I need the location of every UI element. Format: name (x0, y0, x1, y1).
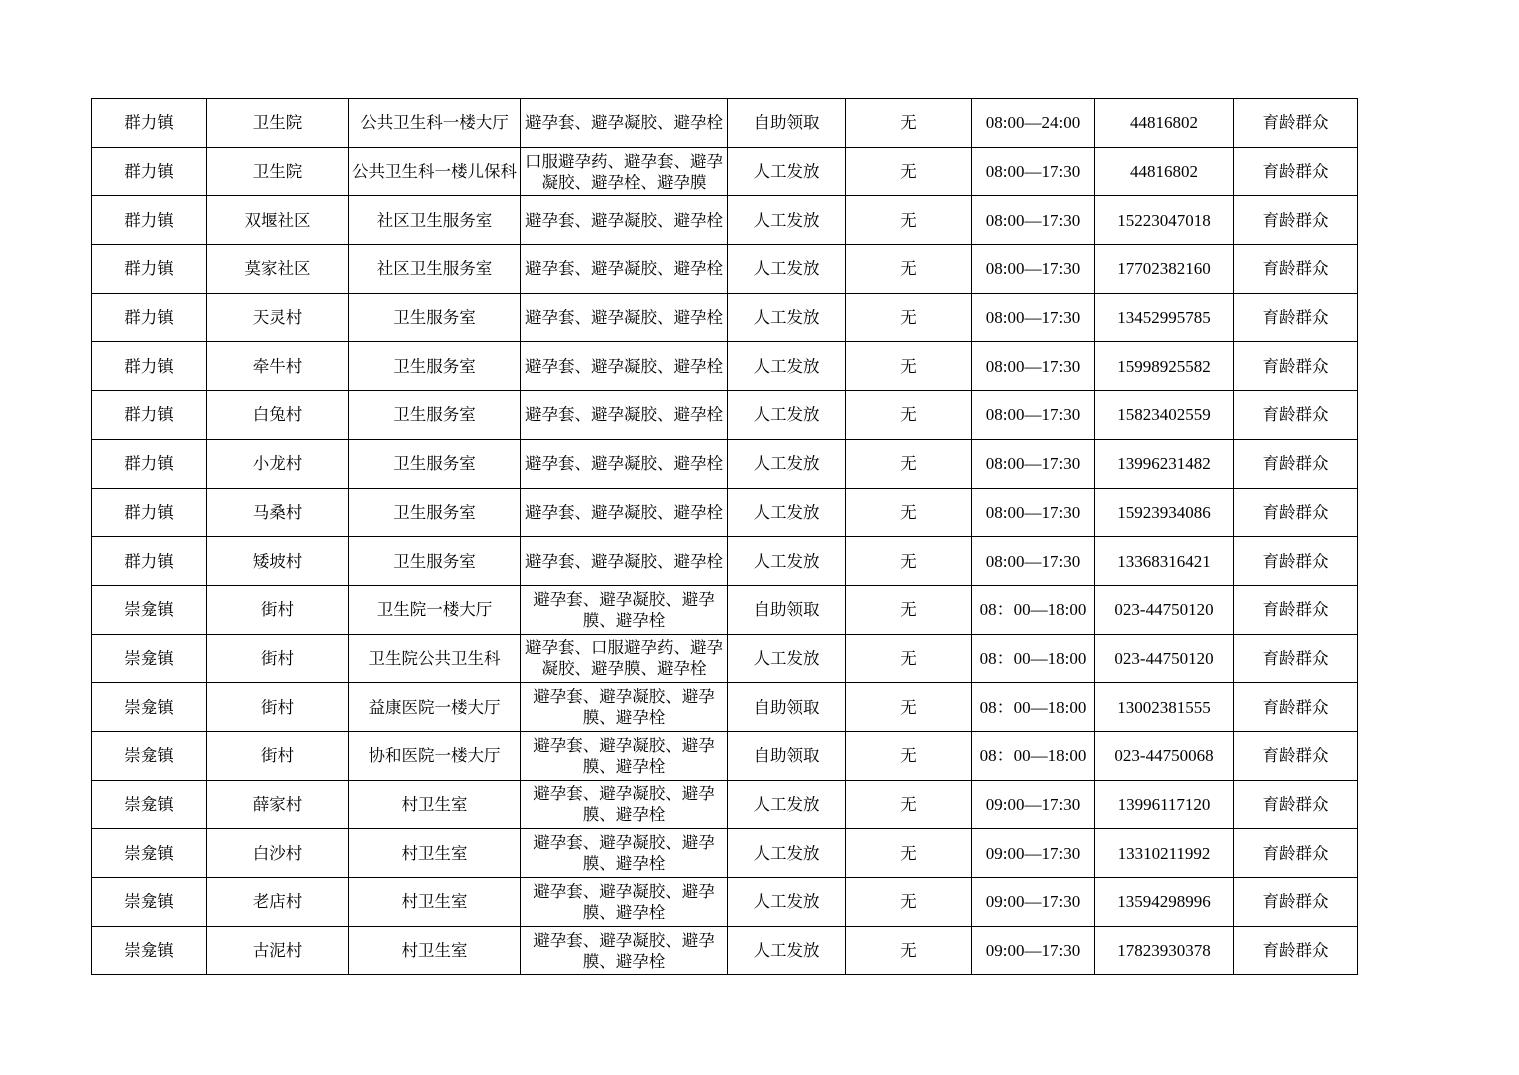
opening-hours-cell: 08:00—17:30 (972, 391, 1095, 440)
table-row (92, 780, 1358, 829)
contraceptive-items-cell: 避孕套、避孕凝胶、避孕膜、避孕栓 (521, 731, 728, 780)
phone-cell: 13368316421 (1095, 537, 1234, 586)
town-cell: 崇龛镇 (92, 683, 207, 732)
target-group-cell: 育龄群众 (1234, 634, 1358, 683)
location-cell: 村卫生室 (349, 878, 521, 927)
site-cell: 牵牛村 (207, 342, 349, 391)
phone-cell: 15998925582 (1095, 342, 1234, 391)
opening-hours-cell: 08:00—17:30 (972, 439, 1095, 488)
contraceptive-items-cell: 口服避孕药、避孕套、避孕凝胶、避孕栓、避孕膜 (521, 147, 728, 196)
location-cell: 卫生服务室 (349, 391, 521, 440)
town-cell: 崇龛镇 (92, 731, 207, 780)
location-cell: 卫生服务室 (349, 342, 521, 391)
target-group-cell: 育龄群众 (1234, 147, 1358, 196)
location-cell: 益康医院一楼大厅 (349, 683, 521, 732)
contraceptive-items-cell: 避孕套、避孕凝胶、避孕膜、避孕栓 (521, 878, 728, 927)
town-cell: 群力镇 (92, 537, 207, 586)
location-cell: 公共卫生科一楼大厅 (349, 99, 521, 148)
target-group-cell: 育龄群众 (1234, 926, 1358, 975)
town-cell: 崇龛镇 (92, 878, 207, 927)
phone-cell: 15823402559 (1095, 391, 1234, 440)
town-cell: 群力镇 (92, 196, 207, 245)
opening-hours-cell: 08:00—24:00 (972, 99, 1095, 148)
table-row (92, 196, 1358, 245)
fee-cell: 无 (846, 99, 972, 148)
fee-cell: 无 (846, 537, 972, 586)
town-cell: 崇龛镇 (92, 634, 207, 683)
target-group-cell: 育龄群众 (1234, 537, 1358, 586)
site-cell: 街村 (207, 585, 349, 634)
site-cell: 街村 (207, 731, 349, 780)
contraceptive-items-cell: 避孕套、避孕凝胶、避孕栓 (521, 537, 728, 586)
location-cell: 卫生院一楼大厅 (349, 585, 521, 634)
town-cell: 群力镇 (92, 488, 207, 537)
contraceptive-items-cell: 避孕套、避孕凝胶、避孕栓 (521, 245, 728, 294)
opening-hours-cell: 08：00—18:00 (972, 634, 1095, 683)
fee-cell: 无 (846, 926, 972, 975)
distribution-method-cell: 人工发放 (728, 342, 846, 391)
opening-hours-cell: 08：00—18:00 (972, 683, 1095, 732)
distribution-method-cell: 人工发放 (728, 829, 846, 878)
fee-cell: 无 (846, 780, 972, 829)
phone-cell: 13452995785 (1095, 293, 1234, 342)
table-row (92, 683, 1358, 732)
town-cell: 群力镇 (92, 293, 207, 342)
contraceptive-items-cell: 避孕套、避孕凝胶、避孕膜、避孕栓 (521, 926, 728, 975)
site-cell: 小龙村 (207, 439, 349, 488)
table-row (92, 99, 1358, 148)
table-row (92, 829, 1358, 878)
opening-hours-cell: 08:00—17:30 (972, 342, 1095, 391)
contraceptive-items-cell: 避孕套、避孕凝胶、避孕栓 (521, 342, 728, 391)
distribution-method-cell: 自助领取 (728, 585, 846, 634)
opening-hours-cell: 09:00—17:30 (972, 926, 1095, 975)
contraceptive-items-cell: 避孕套、避孕凝胶、避孕栓 (521, 488, 728, 537)
table-row (92, 245, 1358, 294)
fee-cell: 无 (846, 829, 972, 878)
table-row (92, 293, 1358, 342)
target-group-cell: 育龄群众 (1234, 585, 1358, 634)
contraceptive-items-cell: 避孕套、避孕凝胶、避孕膜、避孕栓 (521, 683, 728, 732)
opening-hours-cell: 08：00—18:00 (972, 731, 1095, 780)
location-cell: 村卫生室 (349, 780, 521, 829)
location-cell: 村卫生室 (349, 926, 521, 975)
fee-cell: 无 (846, 878, 972, 927)
table-row (92, 488, 1358, 537)
table-row (92, 439, 1358, 488)
opening-hours-cell: 08:00—17:30 (972, 147, 1095, 196)
contraceptive-items-cell: 避孕套、避孕凝胶、避孕栓 (521, 99, 728, 148)
opening-hours-cell: 09:00—17:30 (972, 780, 1095, 829)
distribution-method-cell: 人工发放 (728, 878, 846, 927)
contraceptive-items-cell: 避孕套、避孕凝胶、避孕栓 (521, 293, 728, 342)
phone-cell: 13002381555 (1095, 683, 1234, 732)
location-cell: 社区卫生服务室 (349, 245, 521, 294)
fee-cell: 无 (846, 196, 972, 245)
town-cell: 群力镇 (92, 245, 207, 294)
phone-cell: 44816802 (1095, 99, 1234, 148)
distribution-method-cell: 自助领取 (728, 99, 846, 148)
fee-cell: 无 (846, 683, 972, 732)
table-row (92, 634, 1358, 683)
opening-hours-cell: 09:00—17:30 (972, 829, 1095, 878)
fee-cell: 无 (846, 342, 972, 391)
contraceptive-items-cell: 避孕套、避孕凝胶、避孕栓 (521, 196, 728, 245)
contraceptive-items-cell: 避孕套、避孕凝胶、避孕栓 (521, 439, 728, 488)
fee-cell: 无 (846, 634, 972, 683)
site-cell: 街村 (207, 634, 349, 683)
site-cell: 老店村 (207, 878, 349, 927)
target-group-cell: 育龄群众 (1234, 683, 1358, 732)
distribution-method-cell: 人工发放 (728, 196, 846, 245)
table-row (92, 537, 1358, 586)
location-cell: 卫生服务室 (349, 537, 521, 586)
opening-hours-cell: 08：00—18:00 (972, 585, 1095, 634)
fee-cell: 无 (846, 391, 972, 440)
location-cell: 卫生院公共卫生科 (349, 634, 521, 683)
town-cell: 崇龛镇 (92, 926, 207, 975)
table-row (92, 147, 1358, 196)
site-cell: 卫生院 (207, 99, 349, 148)
phone-cell: 15923934086 (1095, 488, 1234, 537)
town-cell: 崇龛镇 (92, 780, 207, 829)
location-cell: 村卫生室 (349, 829, 521, 878)
target-group-cell: 育龄群众 (1234, 878, 1358, 927)
contraceptive-items-cell: 避孕套、口服避孕药、避孕凝胶、避孕膜、避孕栓 (521, 634, 728, 683)
site-cell: 马桑村 (207, 488, 349, 537)
site-cell: 薛家村 (207, 780, 349, 829)
phone-cell: 13594298996 (1095, 878, 1234, 927)
site-cell: 白兔村 (207, 391, 349, 440)
site-cell: 古泥村 (207, 926, 349, 975)
town-cell: 群力镇 (92, 391, 207, 440)
table-row (92, 878, 1358, 927)
fee-cell: 无 (846, 731, 972, 780)
opening-hours-cell: 08:00—17:30 (972, 293, 1095, 342)
location-cell: 公共卫生科一楼儿保科 (349, 147, 521, 196)
target-group-cell: 育龄群众 (1234, 391, 1358, 440)
location-cell: 社区卫生服务室 (349, 196, 521, 245)
phone-cell: 17823930378 (1095, 926, 1234, 975)
target-group-cell: 育龄群众 (1234, 731, 1358, 780)
contraceptive-items-cell: 避孕套、避孕凝胶、避孕膜、避孕栓 (521, 780, 728, 829)
contraceptive-items-cell: 避孕套、避孕凝胶、避孕膜、避孕栓 (521, 585, 728, 634)
location-cell: 卫生服务室 (349, 488, 521, 537)
phone-cell: 13996231482 (1095, 439, 1234, 488)
phone-cell: 13996117120 (1095, 780, 1234, 829)
table-row (92, 391, 1358, 440)
distribution-method-cell: 人工发放 (728, 488, 846, 537)
phone-cell: 13310211992 (1095, 829, 1234, 878)
opening-hours-cell: 08:00—17:30 (972, 196, 1095, 245)
target-group-cell: 育龄群众 (1234, 488, 1358, 537)
distribution-method-cell: 人工发放 (728, 780, 846, 829)
phone-cell: 17702382160 (1095, 245, 1234, 294)
distribution-method-cell: 自助领取 (728, 731, 846, 780)
target-group-cell: 育龄群众 (1234, 99, 1358, 148)
distribution-method-cell: 人工发放 (728, 147, 846, 196)
distribution-method-cell: 人工发放 (728, 245, 846, 294)
target-group-cell: 育龄群众 (1234, 780, 1358, 829)
contraceptive-items-cell: 避孕套、避孕凝胶、避孕栓 (521, 391, 728, 440)
site-cell: 天灵村 (207, 293, 349, 342)
opening-hours-cell: 08:00—17:30 (972, 537, 1095, 586)
town-cell: 群力镇 (92, 439, 207, 488)
contraceptive-items-cell: 避孕套、避孕凝胶、避孕膜、避孕栓 (521, 829, 728, 878)
target-group-cell: 育龄群众 (1234, 245, 1358, 294)
site-cell: 莫家社区 (207, 245, 349, 294)
town-cell: 群力镇 (92, 99, 207, 148)
fee-cell: 无 (846, 439, 972, 488)
town-cell: 崇龛镇 (92, 829, 207, 878)
target-group-cell: 育龄群众 (1234, 196, 1358, 245)
town-cell: 群力镇 (92, 342, 207, 391)
phone-cell: 023-44750068 (1095, 731, 1234, 780)
phone-cell: 15223047018 (1095, 196, 1234, 245)
distribution-method-cell: 人工发放 (728, 293, 846, 342)
distribution-method-cell: 人工发放 (728, 439, 846, 488)
site-cell: 双堰社区 (207, 196, 349, 245)
distribution-method-cell: 人工发放 (728, 634, 846, 683)
distribution-method-cell: 人工发放 (728, 926, 846, 975)
town-cell: 群力镇 (92, 147, 207, 196)
fee-cell: 无 (846, 245, 972, 294)
location-cell: 卫生服务室 (349, 439, 521, 488)
opening-hours-cell: 08:00—17:30 (972, 245, 1095, 294)
fee-cell: 无 (846, 293, 972, 342)
opening-hours-cell: 09:00—17:30 (972, 878, 1095, 927)
table-row (92, 342, 1358, 391)
fee-cell: 无 (846, 585, 972, 634)
distribution-sites-table (91, 98, 1358, 975)
phone-cell: 023-44750120 (1095, 634, 1234, 683)
distribution-method-cell: 自助领取 (728, 683, 846, 732)
target-group-cell: 育龄群众 (1234, 439, 1358, 488)
target-group-cell: 育龄群众 (1234, 342, 1358, 391)
distribution-method-cell: 人工发放 (728, 537, 846, 586)
fee-cell: 无 (846, 488, 972, 537)
opening-hours-cell: 08:00—17:30 (972, 488, 1095, 537)
site-cell: 矮坡村 (207, 537, 349, 586)
site-cell: 白沙村 (207, 829, 349, 878)
table-row (92, 926, 1358, 975)
table-row (92, 585, 1358, 634)
phone-cell: 44816802 (1095, 147, 1234, 196)
distribution-method-cell: 人工发放 (728, 391, 846, 440)
fee-cell: 无 (846, 147, 972, 196)
target-group-cell: 育龄群众 (1234, 293, 1358, 342)
phone-cell: 023-44750120 (1095, 585, 1234, 634)
location-cell: 卫生服务室 (349, 293, 521, 342)
table-body (92, 99, 1358, 975)
location-cell: 协和医院一楼大厅 (349, 731, 521, 780)
site-cell: 卫生院 (207, 147, 349, 196)
town-cell: 崇龛镇 (92, 585, 207, 634)
site-cell: 街村 (207, 683, 349, 732)
target-group-cell: 育龄群众 (1234, 829, 1358, 878)
table-row (92, 731, 1358, 780)
